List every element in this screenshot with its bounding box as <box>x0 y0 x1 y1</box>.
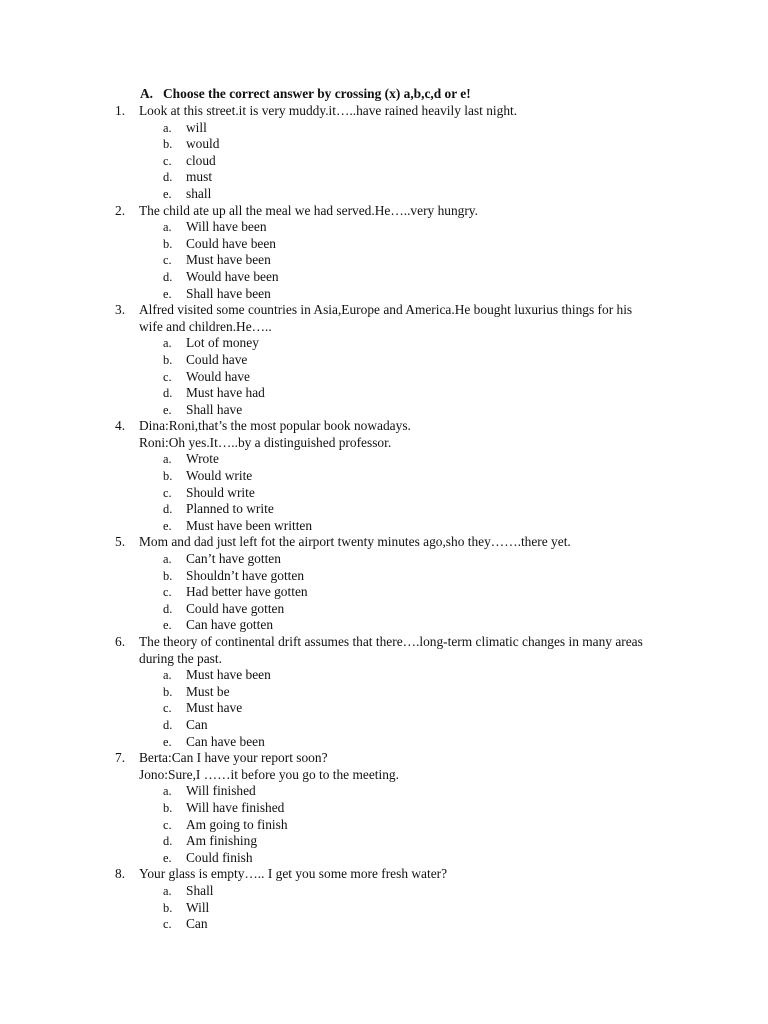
option-letter: c. <box>163 153 172 168</box>
question-number: 8. <box>115 866 126 882</box>
question-number: 6. <box>115 634 126 649</box>
question-text: Alfred visited some countries in Asia,Europe and America.He bought luxurius things for his <box>139 302 633 318</box>
question-line <box>0 634 768 651</box>
option-letter: a. <box>163 668 172 683</box>
answer-option <box>0 800 768 817</box>
answer-option <box>0 568 768 585</box>
option-text: Will have been <box>186 219 267 235</box>
option-text: Could have been <box>186 235 276 251</box>
option-letter: b. <box>163 568 173 583</box>
question-line <box>0 319 768 336</box>
section-letter: A. <box>140 86 154 101</box>
answer-option <box>0 451 768 468</box>
answer-option <box>0 900 768 917</box>
question-item <box>0 302 768 418</box>
option-text: would <box>186 136 220 152</box>
answer-options <box>0 451 768 534</box>
question-item <box>0 203 768 303</box>
option-text: Must have <box>186 700 243 716</box>
answer-option <box>0 916 768 933</box>
option-letter: d. <box>163 717 173 732</box>
option-text: cloud <box>186 152 216 168</box>
option-letter: d. <box>163 269 173 284</box>
option-text: Must have had <box>186 385 265 401</box>
option-letter: a. <box>163 883 172 898</box>
option-text: Must be <box>186 683 230 699</box>
answer-option <box>0 833 768 850</box>
option-text: Will finished <box>186 783 256 799</box>
option-letter: c. <box>163 917 172 932</box>
option-text: shall <box>186 185 212 201</box>
answer-option <box>0 817 768 834</box>
option-letter: e. <box>163 286 172 301</box>
option-letter: a. <box>163 552 172 567</box>
option-text: Shall have <box>186 401 243 417</box>
answer-options <box>0 551 768 634</box>
option-text: Could have <box>186 351 248 367</box>
question-line <box>0 534 768 551</box>
option-letter: d. <box>163 502 173 517</box>
question-line <box>0 302 768 319</box>
question-number: 3. <box>115 302 126 318</box>
option-letter: b. <box>163 236 173 251</box>
option-letter: b. <box>163 684 173 699</box>
option-text: will <box>186 119 207 135</box>
answer-option <box>0 219 768 236</box>
question-number: 2. <box>115 202 126 218</box>
question-number: 4. <box>115 418 126 434</box>
answer-option <box>0 136 768 153</box>
answer-option <box>0 485 768 502</box>
option-text: Can’t have gotten <box>186 551 281 567</box>
option-letter: e. <box>163 518 172 533</box>
question-text: Look at this street.it is very muddy.it…..have rained heavily last night. <box>139 103 518 118</box>
question-text: Mom and dad just left fot the airport twenty minutes ago,sho they…….there yet. <box>139 534 571 550</box>
option-text: Am going to finish <box>186 816 288 832</box>
option-text: Would write <box>186 468 253 484</box>
question-item <box>0 750 768 866</box>
option-letter: e. <box>163 618 172 633</box>
option-text: Shall <box>186 882 214 898</box>
option-text: Am finishing <box>186 833 258 849</box>
answer-option <box>0 385 768 402</box>
option-text: must <box>186 169 213 185</box>
answer-option <box>0 734 768 751</box>
question-text: The child ate up all the meal we had served.He…..very hungry. <box>139 202 478 218</box>
answer-option <box>0 617 768 634</box>
option-text: Lot of money <box>186 335 259 351</box>
question-text: Your glass is empty….. I get you some more fresh water? <box>139 866 448 882</box>
option-letter: a. <box>163 336 172 351</box>
answer-option <box>0 269 768 286</box>
option-letter: c. <box>163 253 172 268</box>
question-text: The theory of continental drift assumes that there….long-term climatic changes in many areas <box>139 634 643 649</box>
question-number: 7. <box>115 750 126 766</box>
option-letter: b. <box>163 800 173 815</box>
answer-option <box>0 153 768 170</box>
answer-option <box>0 667 768 684</box>
answer-option <box>0 717 768 734</box>
option-text: Would have <box>186 368 250 384</box>
question-text: wife and children.He….. <box>139 318 272 334</box>
question-item <box>0 534 768 634</box>
option-letter: c. <box>163 485 172 500</box>
question-text: Berta:Can I have your report soon? <box>139 750 328 766</box>
answer-option <box>0 169 768 186</box>
answer-option <box>0 402 768 419</box>
option-letter: d. <box>163 601 173 616</box>
answer-option <box>0 700 768 717</box>
option-text: Planned to write <box>186 501 274 517</box>
question-item <box>0 866 768 932</box>
option-letter: c. <box>163 817 172 832</box>
option-letter: d. <box>163 170 173 185</box>
option-letter: b. <box>163 352 173 367</box>
question-item <box>0 634 768 750</box>
option-letter: a. <box>163 120 172 135</box>
option-text: Could have gotten <box>186 600 285 616</box>
question-line <box>0 750 768 767</box>
question-list <box>0 103 768 933</box>
question-line <box>0 418 768 435</box>
question-item <box>0 103 768 203</box>
option-text: Will have finished <box>186 799 285 815</box>
option-text: Will <box>186 899 210 915</box>
section-heading <box>140 86 471 103</box>
answer-option <box>0 601 768 618</box>
question-text: Dina:Roni,that’s the most popular book nowadays. <box>139 418 411 434</box>
option-text: Would have been <box>186 268 279 284</box>
option-text: Shouldn’t have gotten <box>186 567 305 583</box>
question-text: Jono:Sure,I ……it before you go to the meeting. <box>139 766 399 782</box>
option-text: Must have been <box>186 252 271 268</box>
option-letter: a. <box>163 784 172 799</box>
option-letter: d. <box>163 834 173 849</box>
answer-option <box>0 335 768 352</box>
option-text: Can have gotten <box>186 617 274 633</box>
question-line <box>0 767 768 784</box>
option-letter: d. <box>163 386 173 401</box>
question-item <box>0 418 768 534</box>
option-letter: a. <box>163 452 172 467</box>
option-text: Can <box>186 716 208 732</box>
option-letter: e. <box>163 402 172 417</box>
answer-option <box>0 850 768 867</box>
option-letter: e. <box>163 850 172 865</box>
answer-option <box>0 501 768 518</box>
section-instruction: Choose the correct answer by crossing (x) a,b,c,d or e! <box>163 86 471 101</box>
option-text: Can have been <box>186 733 265 749</box>
option-letter: e. <box>163 186 172 201</box>
answer-option <box>0 369 768 386</box>
answer-option <box>0 584 768 601</box>
answer-options <box>0 783 768 866</box>
option-letter: c. <box>163 701 172 716</box>
option-text: Should write <box>186 484 255 500</box>
option-text: Shall have been <box>186 285 271 301</box>
answer-option <box>0 186 768 203</box>
option-text: Must have been <box>186 667 271 683</box>
question-number: 1. <box>115 103 126 118</box>
question-line <box>0 866 768 883</box>
option-text: Had better have gotten <box>186 584 308 600</box>
option-text: Can <box>186 916 208 932</box>
answer-options <box>0 219 768 302</box>
answer-option <box>0 518 768 535</box>
option-letter: b. <box>163 900 173 915</box>
answer-option <box>0 120 768 137</box>
question-number: 5. <box>115 534 126 550</box>
option-text: Could finish <box>186 849 253 865</box>
question-line <box>0 103 768 120</box>
option-letter: e. <box>163 734 172 749</box>
answer-option <box>0 468 768 485</box>
option-text: Wrote <box>186 451 219 467</box>
question-line <box>0 203 768 220</box>
question-text: during the past. <box>139 650 222 666</box>
option-letter: b. <box>163 469 173 484</box>
answer-option <box>0 236 768 253</box>
answer-option <box>0 883 768 900</box>
option-letter: b. <box>163 137 173 152</box>
answer-option <box>0 252 768 269</box>
answer-option <box>0 551 768 568</box>
question-line <box>0 435 768 452</box>
option-text: Must have been written <box>186 517 313 533</box>
question-text: Roni:Oh yes.It…..by a distinguished professor. <box>139 434 392 450</box>
answer-options <box>0 883 768 933</box>
option-letter: c. <box>163 369 172 384</box>
answer-option <box>0 783 768 800</box>
option-letter: a. <box>163 220 172 235</box>
answer-option <box>0 684 768 701</box>
answer-option <box>0 352 768 369</box>
answer-options <box>0 335 768 418</box>
answer-options <box>0 120 768 203</box>
answer-option <box>0 286 768 303</box>
option-letter: c. <box>163 585 172 600</box>
answer-options <box>0 667 768 750</box>
question-line <box>0 651 768 668</box>
